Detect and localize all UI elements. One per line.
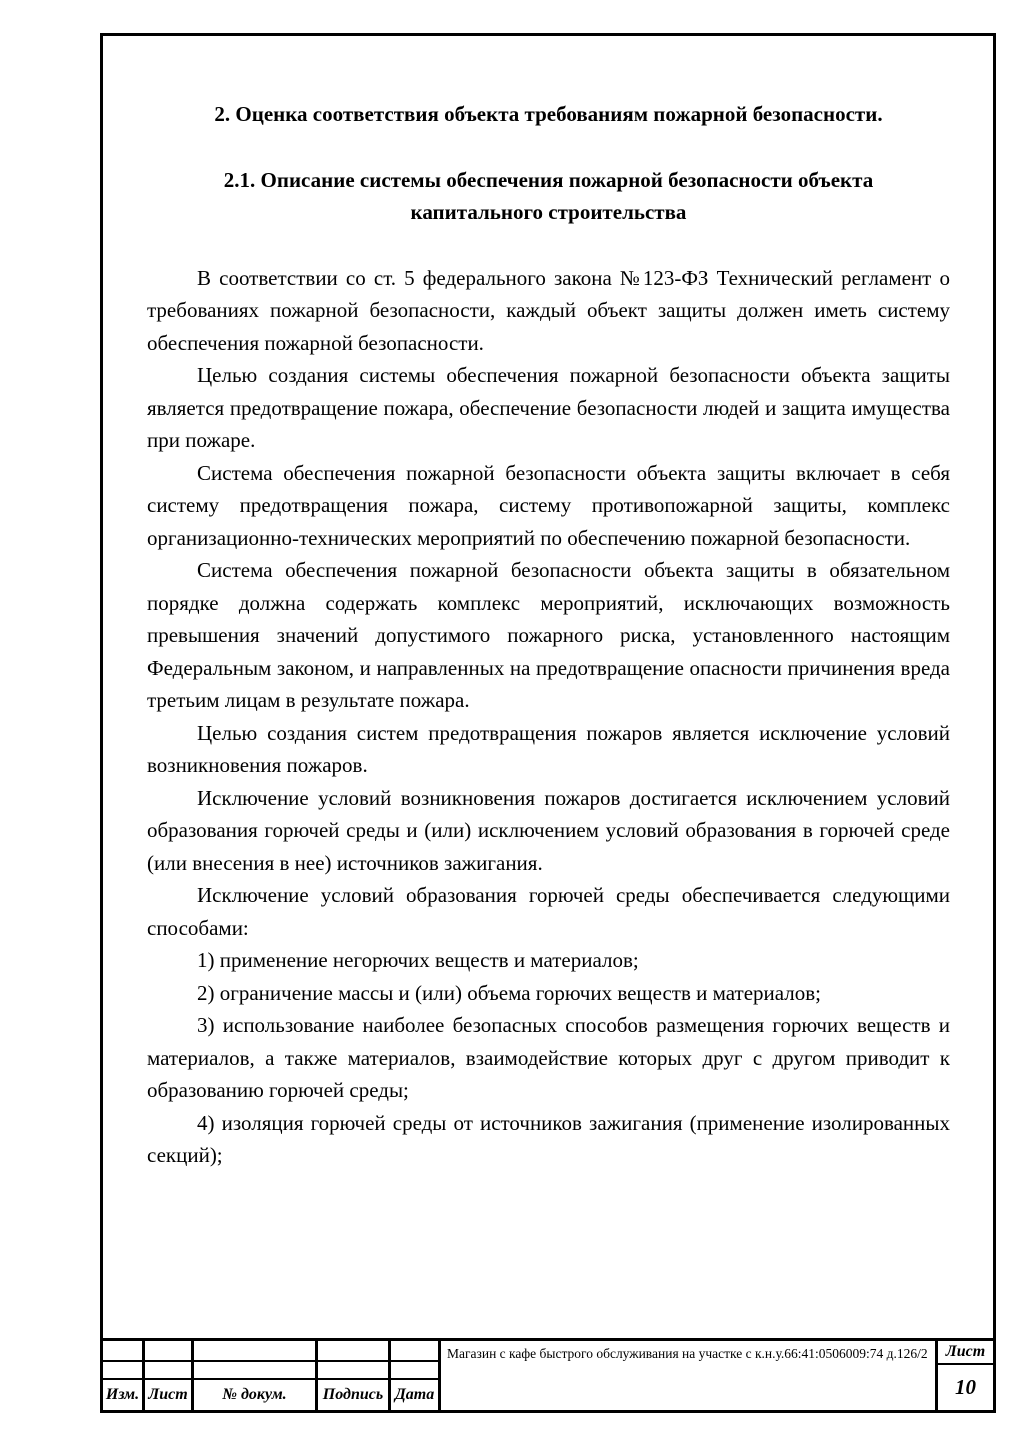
sheet-cell — [938, 1341, 993, 1410]
list-item: 1) применение негорючих веществ и материалов; — [197, 948, 639, 972]
paragraph: В соответствии со ст. 5 федерального закона №123-ФЗ Технический регламент о требованиях пожарной безопасности, каждый объект защиты должен иметь систему обеспечения пожарной безопасности. — [147, 265, 950, 355]
stamp-cell-empty — [103, 1341, 142, 1362]
paragraph: Целью создания систем предотвращения пожаров является исключение условий возникновения пожаров. — [147, 720, 950, 777]
stamp-column-izm — [103, 1341, 145, 1410]
stamp-label-signature: Подпись — [322, 1386, 384, 1403]
stamp-cell-empty — [145, 1362, 191, 1380]
stamp-label-docnum: № докум. — [222, 1386, 287, 1403]
sheet-label: Лист — [938, 1341, 993, 1365]
stamp-column-signature — [318, 1341, 391, 1410]
subsection-title-line2: капитального строительства — [410, 200, 687, 224]
list-item: 4) изоляция горючей среды от источников зажигания (применение изолированных секций); — [147, 1110, 950, 1167]
stamp-label-list: Лист — [148, 1386, 188, 1403]
section-title: 2. Оценка соответствия объекта требованиям пожарной безопасности. — [214, 102, 883, 126]
title-block — [103, 1338, 993, 1410]
stamp-column-list — [145, 1341, 194, 1410]
stamp-label-izm: Изм. — [105, 1386, 140, 1403]
stamp-column-docnum — [194, 1341, 318, 1410]
paragraph: Исключение условий образования горючей среды обеспечивается следующими способами: — [147, 883, 950, 940]
stamp-label-date: Дата — [394, 1386, 435, 1403]
paragraph: Система обеспечения пожарной безопасности объекта защиты в обязательном порядке должна содержать комплекс мероприятий, исключающих возможность превышения значений допустимого пожарного риска, установленного настоящим Федеральным законом, и направленных на предотвращение опасности причинения вреда третьим лицам в результате пожара. — [147, 558, 950, 712]
body-text — [147, 262, 950, 1172]
list-item: 2) ограничение массы и (или) объема горючих веществ и материалов; — [197, 980, 821, 1005]
page-frame — [100, 33, 996, 1413]
project-title: Магазин с кафе быстрого обслуживания на участке с к.н.у.66:41:0506009:74 д.126/2 — [441, 1341, 938, 1410]
page-content — [147, 36, 950, 1172]
stamp-cell-empty — [194, 1341, 315, 1362]
stamp-cell-empty — [194, 1362, 315, 1380]
paragraph: Исключение условий возникновения пожаров достигается исключением условий образования горючей среды и (или) исключением условий образования в горючей среде (или внесения в нее) источников зажигания. — [147, 785, 950, 875]
stamp-cell-empty — [318, 1362, 388, 1380]
stamp-cell-empty — [318, 1341, 388, 1362]
stamp-cell-empty — [145, 1341, 191, 1362]
paragraph: Целью создания системы обеспечения пожарной безопасности объекта защиты является предотвращение пожара, обеспечение безопасности людей и защита имущества при пожаре. — [147, 363, 950, 452]
sheet-number: 10 — [955, 1374, 976, 1399]
subsection-title — [147, 164, 950, 229]
stamp-cell-empty — [391, 1362, 438, 1380]
list-item: 3) использование наиболее безопасных способов размещения горючих веществ и материалов, а также материалов, взаимодействие которых друг с другом приводит к образованию горючей среды; — [147, 1013, 950, 1102]
paragraph: Система обеспечения пожарной безопасности объекта защиты включает в себя систему предотвращения пожара, систему противопожарной защиты, комплекс организационно-технических мероприятий по обеспечению пожарной безопасности. — [147, 460, 950, 550]
stamp-cell-empty — [391, 1341, 438, 1362]
stamp-cell-empty — [103, 1362, 142, 1380]
stamp-column-date — [391, 1341, 441, 1410]
subsection-title-line1: 2.1. Описание системы обеспечения пожарной безопасности объекта — [223, 167, 874, 192]
